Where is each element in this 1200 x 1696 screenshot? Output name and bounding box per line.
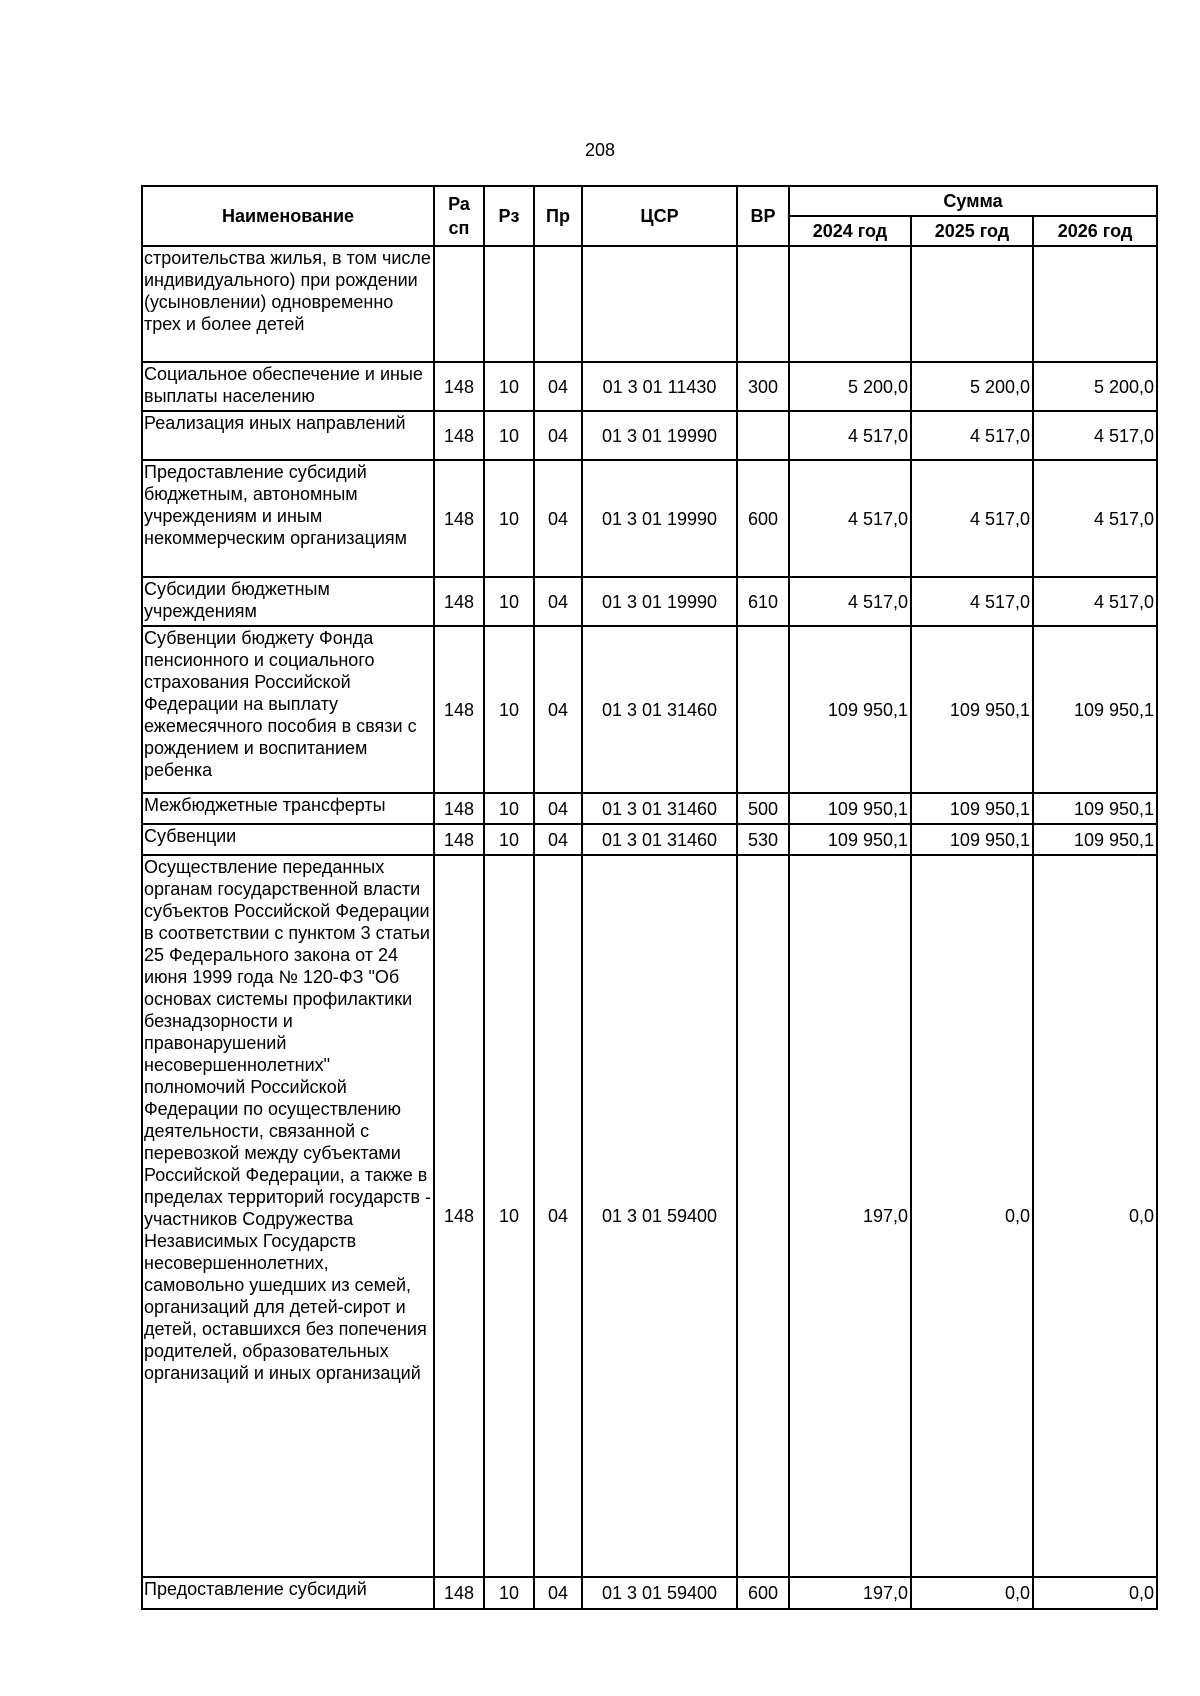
row-sum-2024: 5 200,0 <box>789 362 911 411</box>
header-sum: Сумма <box>789 186 1157 216</box>
row-rz: 10 <box>484 793 534 824</box>
row-vr: 500 <box>737 793 789 824</box>
header-csr: ЦСР <box>582 186 737 246</box>
row-pr: 04 <box>534 855 582 1577</box>
row-csr: 01 3 01 59400 <box>582 855 737 1577</box>
row-sum-2024: 4 517,0 <box>789 577 911 626</box>
row-pr: 04 <box>534 411 582 460</box>
row-pr: 04 <box>534 626 582 793</box>
row-rz: 10 <box>484 362 534 411</box>
row-name: Субсидии бюджетным учреждениям <box>142 577 434 626</box>
row-csr: 01 3 01 11430 <box>582 362 737 411</box>
row-sum-2026: 5 200,0 <box>1033 362 1157 411</box>
table-row <box>142 411 1157 460</box>
table-row <box>142 246 1157 362</box>
row-vr: 610 <box>737 577 789 626</box>
row-rz: 10 <box>484 411 534 460</box>
row-vr <box>737 411 789 460</box>
row-pr: 04 <box>534 1577 582 1609</box>
row-name: Субвенции <box>142 824 434 855</box>
table-row <box>142 1577 1157 1609</box>
row-rasp: 148 <box>434 626 484 793</box>
header-year-2026: 2026 год <box>1033 216 1157 246</box>
row-csr: 01 3 01 31460 <box>582 824 737 855</box>
row-sum-2025: 0,0 <box>911 855 1033 1577</box>
row-sum-2025: 109 950,1 <box>911 793 1033 824</box>
row-csr: 01 3 01 59400 <box>582 1577 737 1609</box>
table-row <box>142 855 1157 1577</box>
row-vr <box>737 246 789 362</box>
row-name: Межбюджетные трансферты <box>142 793 434 824</box>
row-pr: 04 <box>534 824 582 855</box>
row-sum-2026: 109 950,1 <box>1033 793 1157 824</box>
row-sum-2024 <box>789 246 911 362</box>
row-sum-2026: 0,0 <box>1033 855 1157 1577</box>
row-pr <box>534 246 582 362</box>
row-csr: 01 3 01 19990 <box>582 460 737 577</box>
row-pr: 04 <box>534 362 582 411</box>
table-row <box>142 793 1157 824</box>
row-sum-2025: 109 950,1 <box>911 824 1033 855</box>
row-sum-2025: 0,0 <box>911 1577 1033 1609</box>
row-rasp <box>434 246 484 362</box>
table-body <box>142 246 1157 1609</box>
row-name: Социальное обеспечение и иные выплаты населению <box>142 362 434 411</box>
row-rasp: 148 <box>434 855 484 1577</box>
header-year-2025: 2025 год <box>911 216 1033 246</box>
row-sum-2024: 4 517,0 <box>789 411 911 460</box>
row-sum-2025: 4 517,0 <box>911 577 1033 626</box>
table-row <box>142 626 1157 793</box>
row-rasp: 148 <box>434 577 484 626</box>
row-csr <box>582 246 737 362</box>
row-sum-2026: 0,0 <box>1033 1577 1157 1609</box>
row-rz: 10 <box>484 1577 534 1609</box>
row-sum-2026 <box>1033 246 1157 362</box>
row-rz: 10 <box>484 855 534 1577</box>
row-pr: 04 <box>534 577 582 626</box>
page-number: 208 <box>584 140 616 160</box>
table-row <box>142 362 1157 411</box>
table-row <box>142 824 1157 855</box>
row-name: Реализация иных направлений <box>142 411 434 460</box>
row-name: Осуществление переданных органам государственной власти субъектов Российской Федерации в соответствии с пунктом 3 статьи 25 Федерального закона от 24 июня 1999 года № 120-ФЗ "Об основах системы профилактики безнадзорности и правонарушений несовершеннолетних" полномочий Российской Федерации по осуществлению деятельности, связанной с перевозкой между субъектами Российской Федерации, а также в пределах территорий государств - участников Содружества Независимых Государств несовершеннолетних, самовольно ушедших из семей, организаций для детей-сирот и детей, оставшихся без попечения родителей, образовательных организаций и иных организаций <box>142 855 434 1577</box>
row-rasp: 148 <box>434 460 484 577</box>
row-csr: 01 3 01 31460 <box>582 626 737 793</box>
row-sum-2024: 197,0 <box>789 855 911 1577</box>
table-header <box>142 186 1157 246</box>
row-sum-2024: 197,0 <box>789 1577 911 1609</box>
row-vr: 530 <box>737 824 789 855</box>
row-sum-2025: 4 517,0 <box>911 460 1033 577</box>
row-sum-2025: 4 517,0 <box>911 411 1033 460</box>
row-csr: 01 3 01 19990 <box>582 411 737 460</box>
row-name: Предоставление субсидий <box>142 1577 434 1609</box>
row-name: Предоставление субсидий бюджетным, автономным учреждениям и иным некоммерческим организациям <box>142 460 434 577</box>
row-rz <box>484 246 534 362</box>
row-sum-2026: 4 517,0 <box>1033 577 1157 626</box>
row-csr: 01 3 01 31460 <box>582 793 737 824</box>
row-rasp: 148 <box>434 1577 484 1609</box>
row-vr: 600 <box>737 460 789 577</box>
row-pr: 04 <box>534 793 582 824</box>
row-sum-2026: 109 950,1 <box>1033 824 1157 855</box>
budget-table <box>141 185 1158 1610</box>
row-csr: 01 3 01 19990 <box>582 577 737 626</box>
row-sum-2026: 4 517,0 <box>1033 411 1157 460</box>
header-pr: Пр <box>534 186 582 246</box>
row-sum-2024: 109 950,1 <box>789 793 911 824</box>
header-vr: ВР <box>737 186 789 246</box>
row-sum-2024: 109 950,1 <box>789 824 911 855</box>
row-vr <box>737 855 789 1577</box>
row-sum-2025: 109 950,1 <box>911 626 1033 793</box>
header-rz: Рз <box>484 186 534 246</box>
row-vr <box>737 626 789 793</box>
table-row <box>142 577 1157 626</box>
row-pr: 04 <box>534 460 582 577</box>
header-name: Наименование <box>142 186 434 246</box>
row-vr: 300 <box>737 362 789 411</box>
row-name: строительства жилья, в том числе индивидуального) при рождении (усыновлении) одновременно трех и более детей <box>142 246 434 362</box>
row-rasp: 148 <box>434 411 484 460</box>
row-sum-2025: 5 200,0 <box>911 362 1033 411</box>
row-rz: 10 <box>484 460 534 577</box>
row-sum-2026: 4 517,0 <box>1033 460 1157 577</box>
row-vr: 600 <box>737 1577 789 1609</box>
row-sum-2024: 109 950,1 <box>789 626 911 793</box>
row-name: Субвенции бюджету Фонда пенсионного и социального страхования Российской Федерации на выплату ежемесячного пособия в связи с рождением и воспитанием ребенка <box>142 626 434 793</box>
table-row <box>142 460 1157 577</box>
row-sum-2025 <box>911 246 1033 362</box>
row-rz: 10 <box>484 824 534 855</box>
header-rasp: Ра сп <box>434 186 484 246</box>
header-year-2024: 2024 год <box>789 216 911 246</box>
row-rz: 10 <box>484 626 534 793</box>
row-rz: 10 <box>484 577 534 626</box>
row-rasp: 148 <box>434 793 484 824</box>
row-sum-2026: 109 950,1 <box>1033 626 1157 793</box>
row-rasp: 148 <box>434 824 484 855</box>
row-rasp: 148 <box>434 362 484 411</box>
row-sum-2024: 4 517,0 <box>789 460 911 577</box>
